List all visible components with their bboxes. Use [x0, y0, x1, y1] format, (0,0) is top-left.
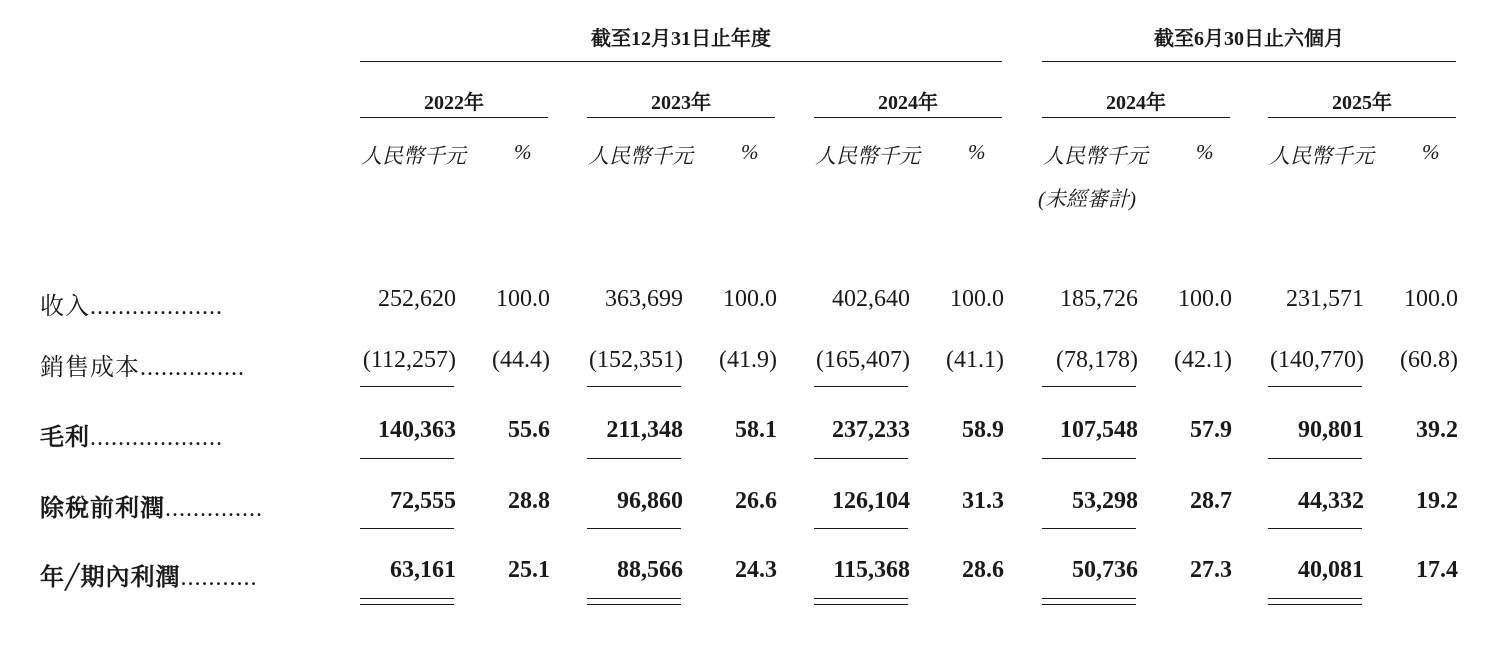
cell-percent: 39.2: [1416, 417, 1458, 443]
unit-pct-2024-half: %: [1196, 140, 1214, 164]
cell-amount: 88,566: [617, 557, 683, 583]
cell-percent: 55.6: [508, 417, 550, 443]
year-rule-2023: [587, 117, 775, 118]
year-rule-2022: [360, 117, 548, 118]
row-label-text: 收入: [40, 294, 90, 320]
cell-percent: 100.0: [723, 286, 777, 312]
gross-rule-2025-half: [1268, 458, 1362, 459]
year-header-2024-half: 2024年: [1106, 92, 1166, 114]
group-six-months-rule: [1042, 61, 1456, 62]
pretax-rule-2024: [814, 528, 908, 529]
cell-percent: 100.0: [1404, 286, 1458, 312]
gross-rule-2024-half: [1042, 458, 1136, 459]
cell-amount: 63,161: [390, 557, 456, 583]
unit-rmb-2022: 人民幣千元: [361, 144, 466, 168]
unaudited-note: (未經審計): [1038, 187, 1136, 211]
unit-rmb-2024-half: 人民幣千元: [1043, 144, 1148, 168]
cell-percent: 57.9: [1190, 417, 1232, 443]
cell-percent: (41.9): [719, 347, 777, 373]
row-label-text: 毛利: [40, 425, 90, 451]
pretax-rule-2024-half: [1042, 528, 1136, 529]
row-leader-dots: ...............: [140, 355, 245, 381]
cell-amount: (112,257): [362, 347, 456, 373]
pretax-rule-2022: [360, 528, 454, 529]
cell-amount: 115,368: [833, 557, 910, 583]
cell-amount: 44,332: [1298, 488, 1364, 514]
double-rule-top-2023: [587, 598, 681, 599]
double-rule-bottom-2025-half: [1268, 604, 1362, 605]
year-header-2022: 2022年: [424, 92, 484, 114]
cell-percent: (42.1): [1174, 347, 1232, 373]
row-label: [40, 417, 223, 452]
cell-percent: 28.7: [1190, 488, 1232, 514]
group-header-annual: 截至12月31日止年度: [591, 28, 771, 50]
cell-percent: 19.2: [1416, 488, 1458, 514]
cell-amount: 402,640: [832, 286, 910, 312]
cell-amount: 363,699: [605, 286, 683, 312]
unit-pct-2022: %: [514, 140, 532, 164]
unit-rmb-2023: 人民幣千元: [588, 144, 693, 168]
subtotal-rule-2023: [587, 386, 681, 387]
double-rule-top-2024-half: [1042, 598, 1136, 599]
row-label: [40, 347, 245, 382]
group-header-six-months: 截至6月30日止六個月: [1154, 28, 1344, 50]
cell-amount: (152,351): [589, 347, 683, 373]
double-rule-bottom-2024: [814, 604, 908, 605]
double-rule-top-2024: [814, 598, 908, 599]
row-leader-dots: ...................: [90, 425, 223, 451]
year-rule-2025-half: [1268, 117, 1456, 118]
cell-percent: 100.0: [950, 286, 1004, 312]
cell-amount: 53,298: [1072, 488, 1138, 514]
group-annual-rule: [360, 61, 1002, 62]
unit-pct-2023: %: [741, 140, 759, 164]
row-label: [40, 286, 223, 321]
cell-amount: 40,081: [1298, 557, 1364, 583]
unit-rmb-2024: 人民幣千元: [815, 144, 920, 168]
cell-percent: 26.6: [735, 488, 777, 514]
year-header-2023: 2023年: [651, 92, 711, 114]
cell-percent: 28.8: [508, 488, 550, 514]
cell-percent: 100.0: [1178, 286, 1232, 312]
unit-pct-2025-half: %: [1422, 140, 1440, 164]
cell-percent: 17.4: [1416, 557, 1458, 583]
cell-amount: 237,233: [832, 417, 910, 443]
cell-amount: (78,178): [1056, 347, 1138, 373]
row-label-text: 除稅前利潤: [40, 496, 165, 522]
double-rule-top-2022: [360, 598, 454, 599]
year-rule-2024-half: [1042, 117, 1230, 118]
gross-rule-2024: [814, 458, 908, 459]
gross-rule-2023: [587, 458, 681, 459]
cell-amount: 231,571: [1286, 286, 1364, 312]
row-leader-dots: ...........: [180, 565, 258, 591]
cell-percent: 25.1: [508, 557, 550, 583]
subtotal-rule-2024-half: [1042, 386, 1136, 387]
row-leader-dots: ...................: [90, 294, 223, 320]
cell-percent: 24.3: [735, 557, 777, 583]
cell-amount: 96,860: [617, 488, 683, 514]
row-label: [40, 488, 263, 523]
gross-rule-2022: [360, 458, 454, 459]
cell-percent: 31.3: [962, 488, 1004, 514]
subtotal-rule-2024: [814, 386, 908, 387]
row-leader-dots: ..............: [165, 496, 263, 522]
cell-amount: 72,555: [390, 488, 456, 514]
cell-amount: 107,548: [1060, 417, 1138, 443]
cell-percent: (41.1): [946, 347, 1004, 373]
cell-amount: 211,348: [606, 417, 683, 443]
row-label-text: 年╱期內利潤: [40, 565, 181, 591]
cell-percent: 58.1: [735, 417, 777, 443]
subtotal-rule-2025-half: [1268, 386, 1362, 387]
double-rule-bottom-2023: [587, 604, 681, 605]
cell-percent: 100.0: [496, 286, 550, 312]
row-label: [40, 557, 257, 592]
double-rule-top-2025-half: [1268, 598, 1362, 599]
year-header-2024: 2024年: [878, 92, 938, 114]
subtotal-rule-2022: [360, 386, 454, 387]
unit-rmb-2025-half: 人民幣千元: [1269, 144, 1374, 168]
cell-amount: (140,770): [1270, 347, 1364, 373]
pretax-rule-2025-half: [1268, 528, 1362, 529]
double-rule-bottom-2024-half: [1042, 604, 1136, 605]
cell-amount: 252,620: [378, 286, 456, 312]
cell-percent: (60.8): [1400, 347, 1458, 373]
cell-percent: 27.3: [1190, 557, 1232, 583]
cell-amount: 90,801: [1298, 417, 1364, 443]
year-rule-2024: [814, 117, 1002, 118]
cell-amount: 140,363: [378, 417, 456, 443]
cell-amount: 50,736: [1072, 557, 1138, 583]
cell-amount: 126,104: [832, 488, 910, 514]
cell-percent: (44.4): [492, 347, 550, 373]
double-rule-bottom-2022: [360, 604, 454, 605]
unit-pct-2024: %: [968, 140, 986, 164]
row-label-text: 銷售成本: [40, 355, 140, 381]
cell-amount: (165,407): [816, 347, 910, 373]
cell-amount: 185,726: [1060, 286, 1138, 312]
pretax-rule-2023: [587, 528, 681, 529]
cell-percent: 58.9: [962, 417, 1004, 443]
year-header-2025-half: 2025年: [1332, 92, 1392, 114]
cell-percent: 28.6: [962, 557, 1004, 583]
